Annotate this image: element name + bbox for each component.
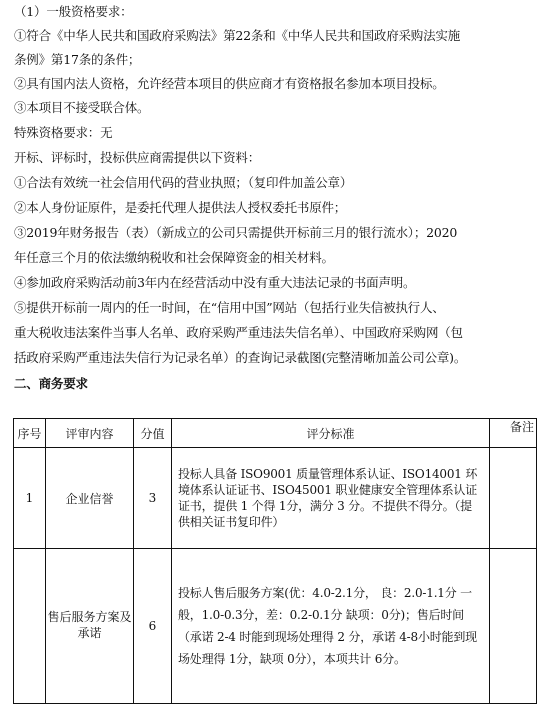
- document-item-3-line-1: ③2019年财务报告（表）（新成立的公司只需提供开标前三月的银行流水）；2020: [14, 225, 458, 240]
- document-item-5-line-2: 重大税收违法案件当事人名单、政府采购严重违法失信名单）、中国政府采购网（包: [14, 325, 463, 340]
- header-notes: 备注: [490, 419, 537, 448]
- cell-no: 1: [14, 448, 46, 549]
- document-item-2: ②本人身份证原件，是委托代理人提供法人授权委托书原件；: [14, 200, 347, 215]
- header-score: 分值: [134, 419, 172, 448]
- table-row: [14, 549, 537, 704]
- cell-criteria: 投标人售后服务方案(优：4.0-2.1分， 良：2.0-1.1分 一般，1.0-0.3分，差：0.2-0.1分 缺项：0分)；售后时间（承诺 2-4 时能到现场处理得 2 分，承诺 4-8小时能到现场处理得 1分，缺项 0分），本项共计 6分。: [172, 549, 490, 704]
- document-item-5-line-3: 括政府采购严重违法失信行为记录名单）的查询记录截图(完整清晰加盖公司公章)。: [14, 350, 467, 365]
- cell-score: 6: [134, 549, 172, 704]
- cell-no: [14, 549, 46, 704]
- business-section-title: 二、商务要求: [14, 376, 88, 391]
- qualification-item-1-line-1: ①符合《中华人民共和国政府采购法》第22条和《中华人民共和国政府采购法实施: [14, 28, 461, 43]
- cell-item: 售后服务方案及承诺: [46, 549, 134, 704]
- cell-notes: [490, 549, 537, 704]
- table-header-row: [14, 419, 537, 448]
- cell-item: 企业信誉: [46, 448, 134, 549]
- scoring-table: [13, 418, 537, 704]
- special-qualification: 特殊资格要求：无: [14, 125, 113, 140]
- header-no: 序号: [14, 419, 46, 448]
- document-item-5-line-1: ⑤提供开标前一周内的任一时间，在“信用中国”网站（包括行业失信被执行人、: [14, 300, 445, 315]
- general-qualification-heading: （1）一般资格要求：: [14, 4, 133, 19]
- cell-notes: [490, 448, 537, 549]
- cell-criteria: 投标人具备 ISO9001 质量管理体系认证、ISO14001 环境体系认证证书、ISO45001 职业健康安全管理体系认证证书，提供 1 个得 1分，满分 3 分。不提供不得分。（提供相关证书复印件）: [172, 448, 490, 549]
- qualification-item-2: ②具有国内法人资格，允许经营本项目的供应商才有资格报名参加本项目投标。: [14, 76, 445, 91]
- document-item-1: ①合法有效统一社会信用代码的营业执照；（复印件加盖公章）: [14, 175, 353, 190]
- document-item-4: ④参加政府采购活动前3年内在经营活动中没有重大违法记录的书面声明。: [14, 275, 416, 290]
- cell-score: 3: [134, 448, 172, 549]
- document-item-3-line-2: 年任意三个月的依法缴纳税收和社会保障资金的相关材料。: [14, 250, 334, 265]
- documents-intro: 开标、评标时，投标供应商需提供以下资料：: [14, 150, 261, 165]
- qualification-item-1-line-2: 条例》第17条的条件；: [14, 52, 141, 67]
- table-row: [14, 448, 537, 549]
- header-item: 评审内容: [46, 419, 134, 448]
- header-criteria: 评分标准: [172, 419, 490, 448]
- qualification-item-3: ③本项目不接受联合体。: [14, 100, 150, 115]
